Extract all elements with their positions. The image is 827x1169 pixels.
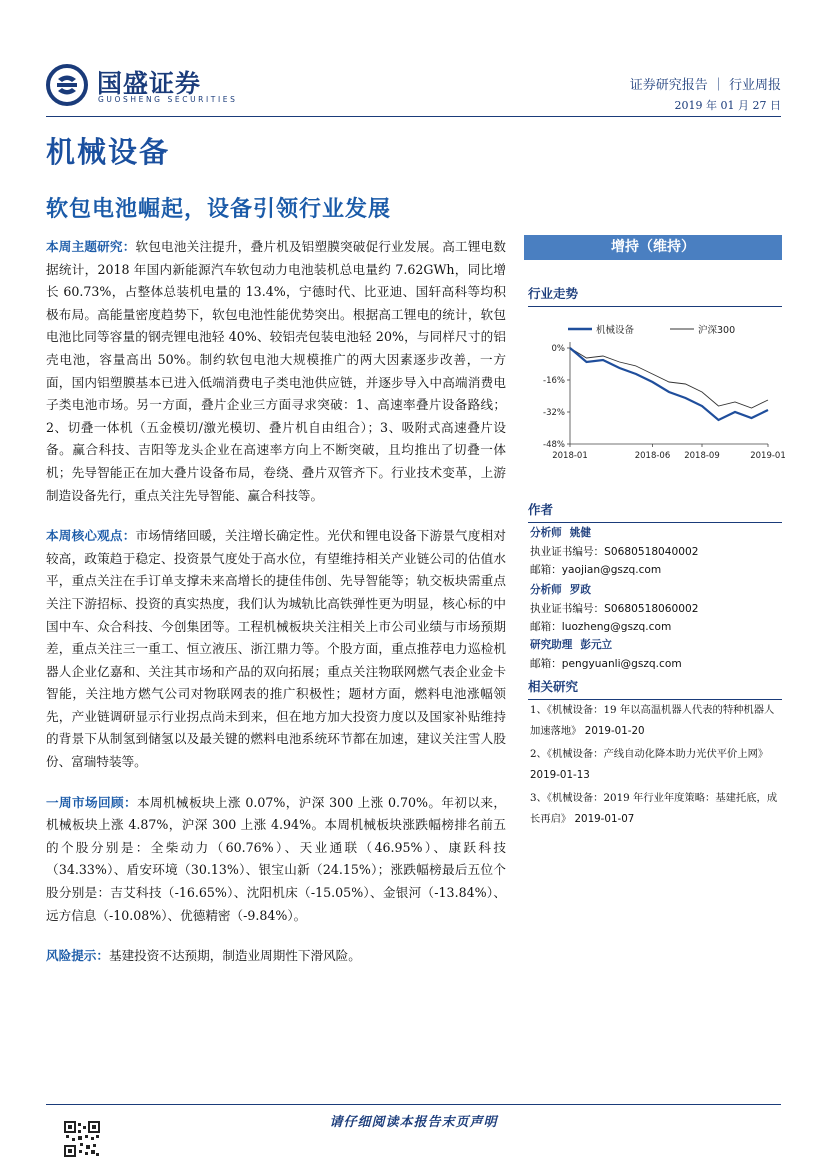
paragraph-lead: 风险提示： [46,948,109,964]
analyst-email[interactable]: yaojian@gszq.com [561,564,662,576]
analyst-name: 罗政 [569,584,591,596]
analyst-card [530,524,784,580]
paragraph-lead: 本周主题研究： [46,239,136,254]
company-logo-icon [46,64,88,106]
related-section-title: 相关研究 [528,677,782,700]
paragraph-text: 本周机械板块上涨 0.07%，沪深 300 上涨 0.70%。年初以来，机械板块上涨 4.87%，沪深 300 上涨 4.94%。本周机械板块涨跌幅榜排名前五的个股分别是：全柴动力（60.76%）、天业通联（46.95%）、康跃科技（34.33%）、盾安环境（30.13%）、银宝山新（24.15%）；涨跌幅榜最后五位个股分别是：吉艾科技（-16.65%）、沈阳机床（-15.05%）、金银河（-13.84%）、远方信息（-10.08%）、优德精密（-9.84%）。 [46,794,506,923]
trend-section-title: 行业走势 [528,284,782,307]
related-title: 2、《机械设备：产线自动化降本助力光伏平价上网》 [530,748,769,760]
analyst-name: 姚健 [569,527,591,539]
paragraph-theme [46,236,506,507]
analyst-role: 分析师 [530,527,562,539]
related-date: 2019-01-07 [574,812,635,825]
related-research-list [530,700,784,832]
paragraph-lead: 一周市场回顾： [46,794,137,810]
email-label: 邮箱： [530,564,562,576]
related-title: 3、《机械设备：2019 年行业年度策略：基建托底，成长再启》 [530,792,778,825]
company-name: 国盛证券 [97,69,202,98]
related-item[interactable] [530,788,784,829]
related-item[interactable] [530,700,784,741]
paragraph-core-view [46,525,506,774]
cert-label: 执业证书编号： [530,545,605,558]
legend-label: 沪深300 [698,325,736,336]
analyst-role: 研究助理 [530,639,573,651]
cert-label: 执业证书编号： [530,602,605,615]
header-divider [46,116,781,117]
main-content [46,236,506,986]
paragraph-text: 市场情绪回暖，关注增长确定性。光伏和锂电设备下游景气度相对较高，政策趋于稳定、投资景气度处于高水位，有望维持相关产业链公司的估值水平，重点关注在手订单支撑未来高增长的捷佳伟创、先导智能等；轨交板块需重点关注下游招标、投资的真实热度，我们认为城轨比高铁弹性更为明显，核心标的中国中车、众合科技、今创集团等。工程机械板块关注相关上市公司业绩与市场预期差，重点关注三一重工、恒立液压、浙江鼎力等。个股方面，重点推荐电力巡检机器人企业亿嘉和、关注其市场和产品的双向拓展；重点关注物联网燃气表企业金卡智能，关注地方燃气公司对物联网表的推广积极性；题材方面，燃料电池涨幅领先，产业链调研显示行业拐点尚未到来，但在地方加大投资力度以及国家补贴维持的背景下从制氢到储氢以及最关键的燃料电池系统环节都在加速，建议关注雪人股份、富瑞特装等。 [46,528,507,770]
legend-label: 机械设备 [596,325,635,336]
email-label: 邮箱： [530,657,562,670]
footer-divider [46,1104,781,1105]
paragraph-text: 软包电池关注提升，叠片机及铝塑膜突破促行业发展。高工锂电数据统计，2018 年国内新能源汽车软包动力电池装机总电量约 7.62GWh，同比增长 60.73%，占整体总装机电量的 13.4%，宁德时代、比亚迪、国轩高科等均积极布局。高能量密度趋势下，软包电池性能优势突出。根据高工锂电的统计，软包电池比同等容量的钢壳锂电池轻 40%、较铝壳包装电池轻 20%，与同样尺寸的铝壳电池，容量高出 50%。制约软包电池大规模推广的两大因素逐步改善，一方面，国内铝塑膜基本已进入低端消费电子类电池供应链，并逐步导入中高端消费电子类电池市场。另一方面，叠片企业三方面寻求突破：1、高速率叠片设备路线；2、切叠一体机（五金模切/激光模切、叠片机自由组合）；3、吸附式高速叠片设备。赢合科技、吉阳等龙头企业在高速率方向上不断突破，且均推出了切叠一体机；先导智能正在加大叠片设备布局，卷绕、叠片双管齐下。行业技术变革，上游制造设备先行，重点关注先导智能、赢合科技等。 [46,239,507,503]
analyst-name: 彭元立 [580,639,613,651]
sector-title: 机械设备 [46,135,171,169]
analyst-card [530,581,784,637]
x-tick-label: 2018-09 [684,451,720,461]
footer-disclaimer: 请仔细阅读本报告末页声明 [329,1115,498,1130]
y-tick-label: -48% [543,440,565,450]
paragraph-market-review [46,792,506,928]
analyst-card [530,636,784,673]
y-tick-label: -32% [543,408,565,418]
related-date: 2019-01-13 [530,768,590,781]
analyst-role: 分析师 [530,584,562,596]
related-title: 1、《机械设备：19 年以高温机器人代表的特种机器人加速落地》 [530,704,775,737]
related-date: 2019-01-20 [584,724,645,737]
paragraph-text: 基建投资不达预期，制造业周期性下滑风险。 [108,948,361,964]
report-headline: 软包电池崛起，设备引领行业发展 [46,197,392,222]
paragraph-lead: 本周核心观点： [46,528,136,544]
related-item[interactable] [530,744,784,785]
report-type: 证券研究报告 ｜ 行业周报 [629,78,781,93]
x-tick-label: 2018-06 [634,451,671,461]
analyst-email[interactable]: luozheng@gszq.com [561,621,672,633]
rating-badge: 增持（维持） [524,235,782,260]
trend-chart-svg [530,316,786,466]
x-tick-label: 2019-01 [750,451,786,461]
series-line-sector [570,348,768,420]
author-section-title: 作者 [528,500,782,523]
trend-chart [530,316,786,466]
y-tick-label: -16% [543,376,565,386]
series-line-index [570,348,768,408]
paragraph-risk [46,945,506,968]
cert-number: S0680518060002 [604,602,699,615]
analyst-email[interactable]: pengyuanli@gszq.com [561,657,682,670]
cert-number: S0680518040002 [604,545,699,558]
email-label: 邮箱： [530,621,562,633]
report-date: 2019 年 01 月 27 日 [674,99,781,112]
y-tick-label: 0% [551,344,565,354]
x-tick-label: 2018-01 [552,451,588,461]
company-name-en: GUOSHENG SECURITIES [98,95,238,104]
